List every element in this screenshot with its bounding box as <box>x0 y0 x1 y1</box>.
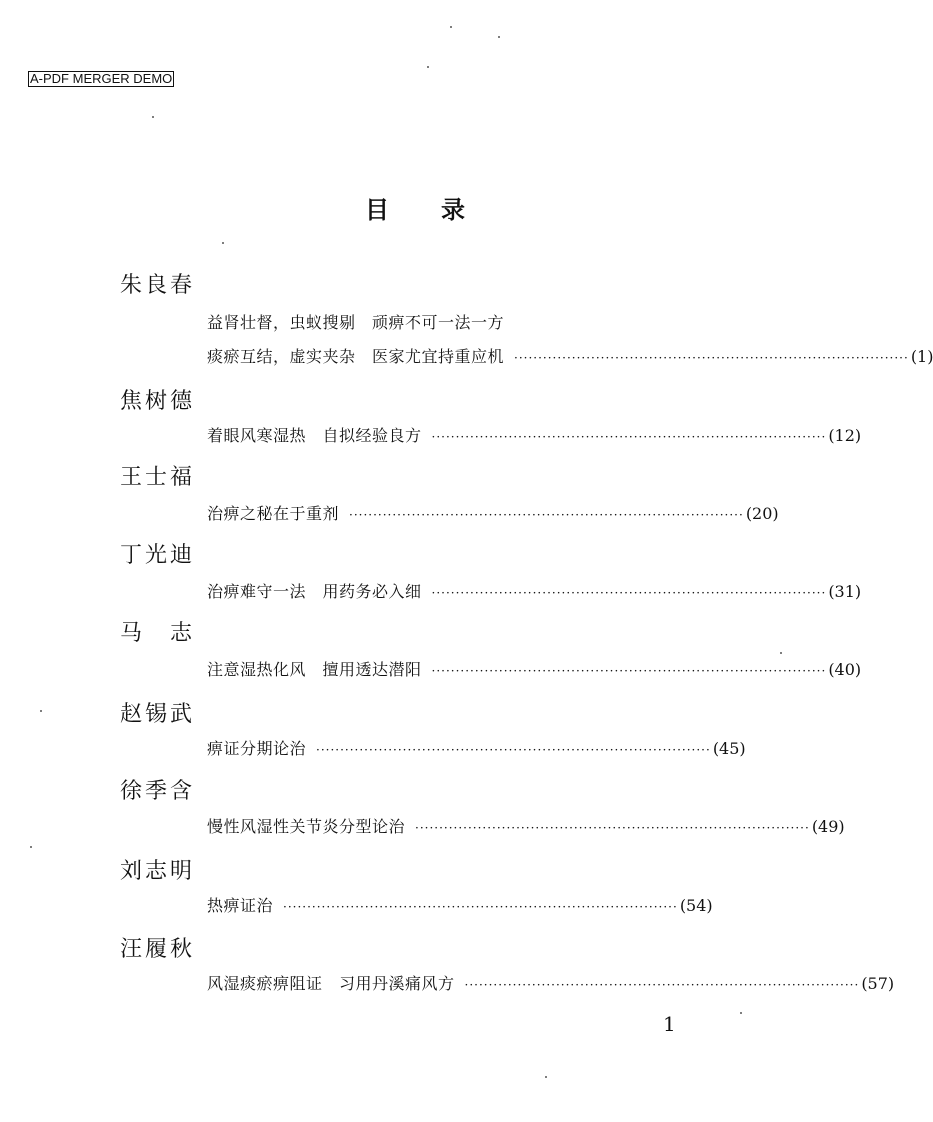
scan-speck <box>30 846 32 848</box>
scan-speck <box>40 710 42 712</box>
scan-speck <box>152 116 154 118</box>
toc-entry-page: (54) <box>679 896 713 915</box>
page-number: 1 <box>663 1012 676 1036</box>
toc-entry-title: 风湿痰瘀痹阻证 习用丹溪痛风方 <box>207 974 455 993</box>
toc-author: 赵锡武 <box>120 702 196 727</box>
toc-entry-page: (31) <box>828 582 862 601</box>
toc-entry[interactable] <box>207 423 862 447</box>
toc-entry-title: 治痹之秘在于重剂 <box>207 504 340 523</box>
toc-entry[interactable] <box>207 814 845 838</box>
scan-speck <box>740 1012 742 1014</box>
toc-entry-page: (49) <box>811 817 845 836</box>
dot-leader: ·················································································· <box>431 664 827 678</box>
toc-entry-title: 痰瘀互结，虚实夹杂 医家尤宜持重应机 <box>207 347 505 366</box>
toc-entry-title: 热痹证治 <box>207 896 274 915</box>
toc-author: 丁光迪 <box>120 543 196 568</box>
toc-author: 汪履秋 <box>120 937 196 962</box>
toc-entry-title: 着眼风寒湿热 自拟经验良方 <box>207 426 422 445</box>
toc-entry-page: (45) <box>712 739 746 758</box>
toc-entry-page: (57) <box>861 974 895 993</box>
scan-speck <box>780 652 782 654</box>
toc-entry[interactable] <box>207 971 895 995</box>
toc-entry[interactable] <box>207 736 746 760</box>
toc-entry-title: 慢性风湿性关节炎分型论治 <box>207 817 406 836</box>
toc-entry-page: (40) <box>828 660 862 679</box>
scan-speck <box>450 26 452 28</box>
scan-speck <box>545 1076 547 1078</box>
scan-speck <box>427 66 429 68</box>
toc-entry[interactable] <box>207 579 862 603</box>
toc-entry-title: 痹证分期论治 <box>207 739 307 758</box>
dot-leader: ·················································································· <box>431 430 827 444</box>
dot-leader: ·················································································· <box>431 586 827 600</box>
scan-speck <box>222 242 224 244</box>
toc-entry[interactable] <box>207 501 779 525</box>
toc-entry-title: 治痹难守一法 用药务必入细 <box>207 582 422 601</box>
dot-leader: ·················································································· <box>316 743 711 757</box>
dot-leader: ·················································································· <box>464 978 860 992</box>
toc-entry[interactable] <box>207 657 862 681</box>
toc-entry-page: (20) <box>745 504 779 523</box>
dot-leader: ·················································································· <box>415 821 810 835</box>
dot-leader: ·················································································· <box>283 900 678 914</box>
watermark-label: A-PDF MERGER DEMO <box>30 71 173 86</box>
toc-author: 马 志 <box>120 621 196 646</box>
toc-entry-title: 注意湿热化风 擅用透达潜阳 <box>207 660 422 679</box>
toc-author: 刘志明 <box>120 859 196 884</box>
toc-author: 王士福 <box>120 465 196 490</box>
dot-leader: ·················································································· <box>514 351 909 365</box>
toc-entry[interactable] <box>207 344 933 368</box>
page-title-right: 录 <box>441 196 465 224</box>
toc-entry-title: 益肾壮督，虫蚁搜剔 顽痹不可一法一方 <box>207 313 505 332</box>
toc-author: 朱良春 <box>120 273 196 298</box>
dot-leader: ·················································································· <box>349 508 744 522</box>
toc-entry-page: (1) <box>910 347 933 366</box>
page-title-left: 目 <box>365 196 389 224</box>
toc-author: 焦树德 <box>120 389 196 414</box>
toc-entry-page: (12) <box>828 426 862 445</box>
toc-entry[interactable] <box>207 310 504 334</box>
toc-author: 徐季含 <box>120 779 196 804</box>
scan-speck <box>498 36 500 38</box>
toc-entry[interactable] <box>207 893 713 917</box>
